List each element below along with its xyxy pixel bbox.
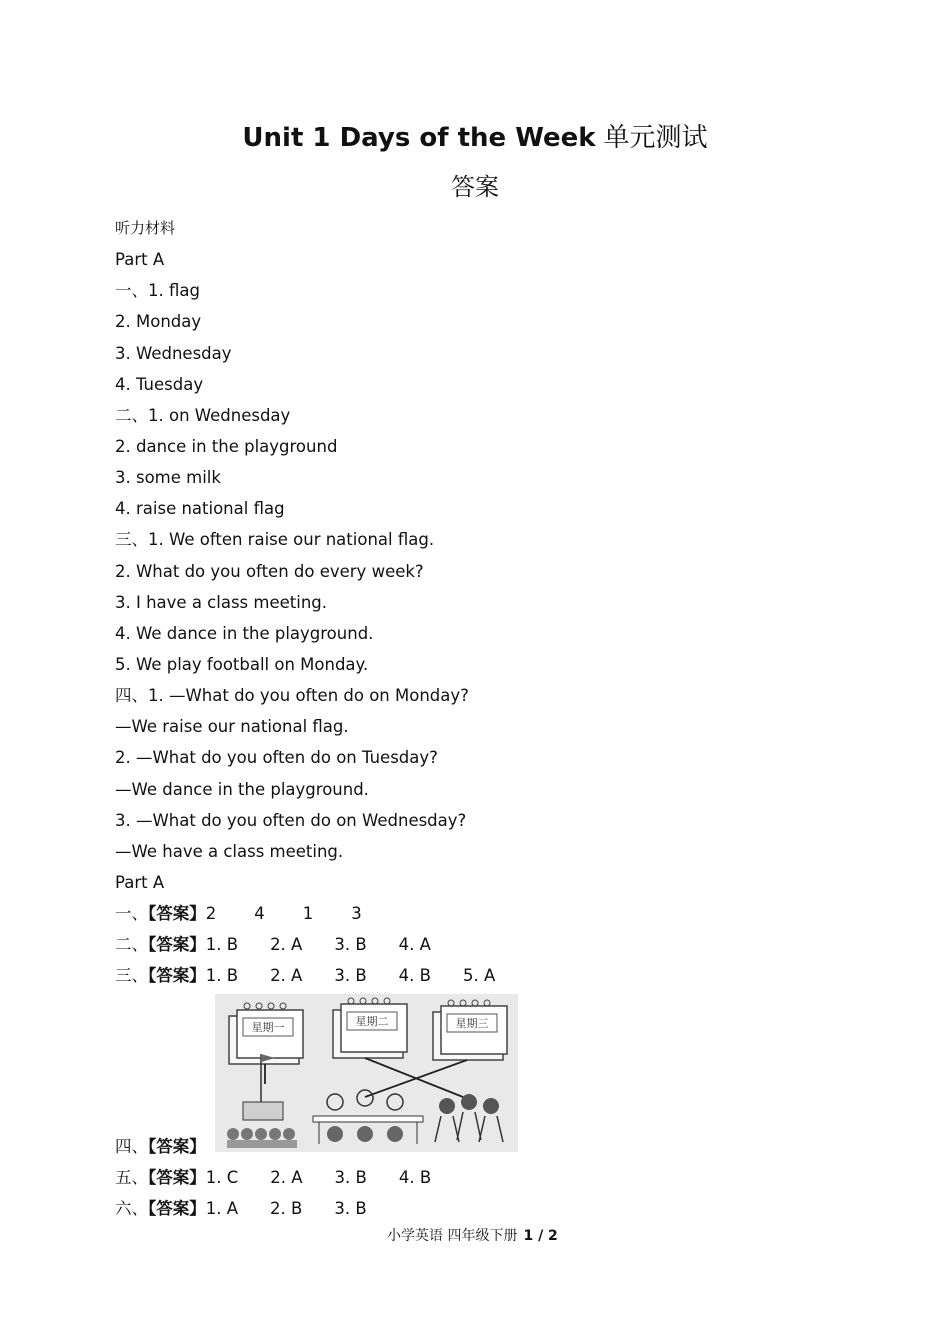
q1-prefix: 一、 xyxy=(115,281,148,301)
answer-value: 1 xyxy=(302,904,314,924)
document-subtitle: 答案 xyxy=(451,173,499,201)
answer-prefix: 四、 xyxy=(115,1136,148,1156)
section-heading-listening: 听力材料 xyxy=(115,219,176,237)
answer-tag: 【答案】 xyxy=(148,1198,206,1218)
answer-4-label xyxy=(115,1131,206,1162)
calendar-label: 星期一 xyxy=(251,1020,285,1034)
q4-line xyxy=(115,680,875,711)
calendar-icon xyxy=(333,998,407,1058)
q4-item: —We raise our national flag. xyxy=(115,717,349,737)
q2-item: 2. dance in the playground xyxy=(115,436,338,456)
answer-line-3 xyxy=(115,960,875,991)
answer-value: 4. B xyxy=(398,966,431,986)
answer-value: 3. B xyxy=(334,935,367,955)
answer-value: 5. A xyxy=(462,966,496,986)
answer-value: 4 xyxy=(254,904,265,924)
q1-line xyxy=(115,275,875,306)
answer-line-5 xyxy=(115,1162,875,1193)
answer-line-2 xyxy=(115,929,875,960)
q1-item: 2. Monday xyxy=(115,312,202,332)
answer-value: 2 xyxy=(205,904,217,924)
q1-item: 1. flag xyxy=(148,281,200,301)
calendar-icon xyxy=(433,1000,507,1060)
page-footer xyxy=(387,1226,558,1246)
title-chinese: 单元测试 xyxy=(603,123,708,153)
answer-value: 3. B xyxy=(334,966,367,986)
q3-item: 5. We play football on Monday. xyxy=(115,654,369,674)
answer-prefix: 三、 xyxy=(115,966,148,986)
answer-tag: 【答案】 xyxy=(148,1167,206,1187)
calendar-icon xyxy=(229,1003,303,1064)
answer-value: 3. B xyxy=(334,1198,367,1218)
q4-prefix: 四、 xyxy=(115,686,148,706)
matching-picture xyxy=(215,994,518,1152)
q4-item: 3. —What do you often do on Wednesday? xyxy=(115,810,467,830)
answer-tag: 【答案】 xyxy=(148,935,206,955)
q3-item: 2. What do you often do every week? xyxy=(115,561,424,581)
answer-line-6 xyxy=(115,1193,875,1224)
q3-prefix: 三、 xyxy=(115,530,148,550)
matching-illustration xyxy=(215,994,518,1152)
q1-item: 4. Tuesday xyxy=(115,374,204,394)
document-title xyxy=(0,118,950,158)
answer-value: 2. A xyxy=(270,1167,303,1187)
answer-value: 2. A xyxy=(270,935,303,955)
answer-value: 3. B xyxy=(334,1167,367,1187)
q2-prefix: 二、 xyxy=(115,405,148,425)
q2-item: 3. some milk xyxy=(115,468,221,488)
answer-line-4 xyxy=(115,992,875,1162)
q1-item: 3. Wednesday xyxy=(115,343,232,363)
answer-prefix: 一、 xyxy=(115,904,148,924)
answer-value: 3 xyxy=(351,904,362,924)
part-heading: Part A xyxy=(115,872,165,892)
answer-tag: 【答案】 xyxy=(148,1136,206,1156)
q4-item: —We dance in the playground. xyxy=(115,779,369,799)
q4-item: 2. —What do you often do on Tuesday? xyxy=(115,748,438,768)
part-heading: Part A xyxy=(115,250,165,270)
document-body xyxy=(115,213,875,1224)
answer-value: 4. B xyxy=(398,1167,432,1187)
answer-prefix: 六、 xyxy=(115,1198,148,1218)
q3-line xyxy=(115,524,875,555)
title-english: Unit 1 Days of the Week xyxy=(242,123,596,153)
q2-line xyxy=(115,400,875,431)
q3-item: 1. We often raise our national flag. xyxy=(148,530,435,550)
answer-tag: 【答案】 xyxy=(148,904,206,924)
q4-item: —We have a class meeting. xyxy=(115,841,344,861)
answer-tag: 【答案】 xyxy=(148,966,206,986)
q3-item: 4. We dance in the playground. xyxy=(115,623,374,643)
answer-value: 1. C xyxy=(205,1167,239,1187)
answer-value: 1. B xyxy=(205,935,239,955)
calendar-label: 星期三 xyxy=(455,1016,489,1030)
q3-item: 3. I have a class meeting. xyxy=(115,592,327,612)
answer-value: 2. B xyxy=(270,1198,303,1218)
calendar-label: 星期二 xyxy=(355,1014,389,1028)
answer-value: 1. B xyxy=(205,966,239,986)
q2-item: 1. on Wednesday xyxy=(148,405,291,425)
q4-item: 1. —What do you often do on Monday? xyxy=(148,686,469,706)
footer-text: 小学英语 四年级下册 xyxy=(387,1228,518,1244)
answer-line-1 xyxy=(115,898,875,929)
answer-value: 2. A xyxy=(270,966,303,986)
q2-item: 4. raise national flag xyxy=(115,499,285,519)
answer-value: 4. A xyxy=(398,935,431,955)
answer-prefix: 五、 xyxy=(115,1167,148,1187)
page-number: 1 / 2 xyxy=(523,1228,558,1244)
answer-value: 1. A xyxy=(205,1198,239,1218)
answer-prefix: 二、 xyxy=(115,935,148,955)
